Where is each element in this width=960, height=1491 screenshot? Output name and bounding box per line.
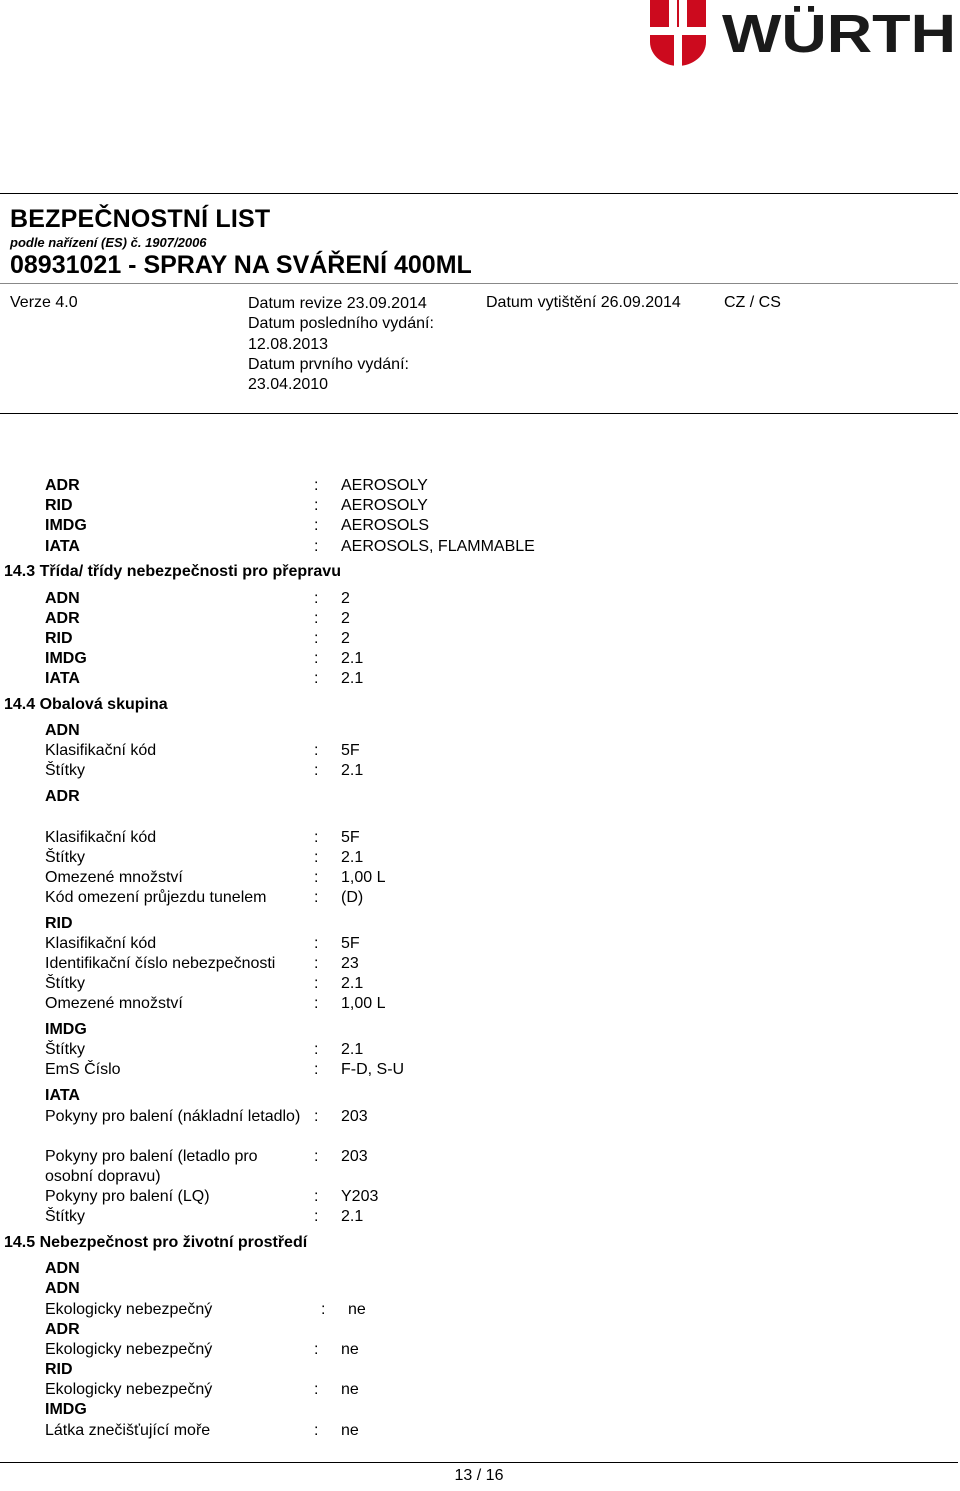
row-value: 1,00 L xyxy=(341,869,386,886)
colon: : xyxy=(314,590,319,607)
header-rule-2 xyxy=(0,283,958,284)
colon: : xyxy=(321,1301,326,1318)
row-label: Ekologicky nebezpečný xyxy=(45,1341,213,1358)
row-value: 2.1 xyxy=(341,762,364,779)
colon: : xyxy=(314,1341,319,1358)
row-label: Klasifikační kód xyxy=(45,829,157,846)
row-label: Látka znečišťující moře xyxy=(45,1422,211,1439)
colon: : xyxy=(314,650,319,667)
row-label: Štítky xyxy=(45,1208,86,1225)
colon: : xyxy=(314,869,319,886)
row-label: Štítky xyxy=(45,849,86,866)
name-value: AEROSOLS xyxy=(341,517,430,534)
name-value: AEROSOLY xyxy=(341,477,428,494)
rid-subheading: RID xyxy=(45,1361,73,1378)
class-label: ADR xyxy=(45,610,80,627)
name-value: AEROSOLY xyxy=(341,497,428,514)
version: Verze 4.0 xyxy=(10,294,78,311)
row-value: ne xyxy=(341,1422,359,1439)
row-label: Omezené množství xyxy=(45,995,183,1012)
colon: : xyxy=(314,1061,319,1078)
name-value: AEROSOLS, FLAMMABLE xyxy=(341,538,535,555)
imdg-subheading: IMDG xyxy=(45,1401,87,1418)
adn-subheading: ADN xyxy=(45,722,80,739)
class-value: 2 xyxy=(341,630,350,647)
row-label: Pokyny pro balení (LQ) xyxy=(45,1188,210,1205)
colon: : xyxy=(314,849,319,866)
revision-date: Datum revize 23.09.2014 xyxy=(248,295,427,312)
row-value: 23 xyxy=(341,955,359,972)
header-bottom-rule xyxy=(0,413,958,414)
last-issue-date: 12.08.2013 xyxy=(248,335,329,353)
colon: : xyxy=(314,610,319,627)
row-value: ne xyxy=(341,1341,359,1358)
row-value: 1,00 L xyxy=(341,995,386,1012)
footer-rule xyxy=(0,1462,958,1463)
first-issue-label: Datum prvního vydání: xyxy=(248,355,409,373)
class-value: 2.1 xyxy=(341,670,364,687)
class-value: 2.1 xyxy=(341,650,364,667)
row-label: Štítky xyxy=(45,1041,86,1058)
colon: : xyxy=(314,829,319,846)
name-label: IMDG xyxy=(45,517,87,534)
colon: : xyxy=(314,1208,319,1225)
class-value: 2 xyxy=(341,590,350,607)
class-label: IATA xyxy=(45,670,80,687)
regulation-reference: podle nařízení (ES) č. 1907/2006 xyxy=(10,235,207,250)
row-label: Klasifikační kód xyxy=(45,742,157,759)
row-value: 2.1 xyxy=(341,1208,364,1225)
page-number: 13 / 16 xyxy=(454,1467,504,1484)
colon: : xyxy=(314,889,319,906)
adn-subheading: ADN xyxy=(45,1280,80,1297)
row-label: Štítky xyxy=(45,975,86,992)
row-label: Klasifikační kód xyxy=(45,935,157,952)
logo-emblem xyxy=(650,0,706,66)
adr-subheading: ADR xyxy=(45,1321,80,1338)
imdg-subheading: IMDG xyxy=(45,1021,87,1038)
row-value: Y203 xyxy=(341,1188,379,1205)
name-label: RID xyxy=(45,497,73,514)
row-label: Identifikační číslo nebezpečnosti xyxy=(45,955,276,972)
section-14-3-heading: 14.3 Třída/ třídy nebezpečnosti pro přepravu xyxy=(4,563,341,580)
last-issue-label: Datum posledního vydání: xyxy=(248,315,434,333)
locale: CZ / CS xyxy=(724,294,781,311)
colon: : xyxy=(314,742,319,759)
section-14-4-heading: 14.4 Obalová skupina xyxy=(4,696,168,713)
adr-subheading: ADR xyxy=(45,788,80,805)
section-14-5-heading: 14.5 Nebezpečnost pro životní prostředí xyxy=(4,1234,308,1251)
class-label: RID xyxy=(45,630,73,647)
colon: : xyxy=(314,955,319,972)
row-value: (D) xyxy=(341,889,364,906)
colon: : xyxy=(314,630,319,647)
row-value: 203 xyxy=(341,1148,368,1165)
row-label: Ekologicky nebezpečný xyxy=(45,1301,213,1318)
colon: : xyxy=(314,1108,319,1125)
row-label: Omezené množství xyxy=(45,869,183,886)
colon: : xyxy=(314,935,319,952)
colon: : xyxy=(314,497,319,514)
row-value: 5F xyxy=(341,935,360,952)
colon: : xyxy=(314,1381,319,1398)
colon: : xyxy=(314,517,319,534)
class-value: 2 xyxy=(341,610,350,627)
product-name: 08931021 - SPRAY NA SVÁŘENÍ 400ML xyxy=(10,251,472,279)
row-label: Pokyny pro balení (nákladní letadlo) xyxy=(45,1108,301,1125)
row-value: ne xyxy=(348,1301,366,1318)
row-label: Ekologicky nebezpečný xyxy=(45,1381,213,1398)
row-value: 5F xyxy=(341,829,360,846)
first-issue-date: 23.04.2010 xyxy=(248,376,329,394)
iata-subheading: IATA xyxy=(45,1087,80,1104)
colon: : xyxy=(314,538,319,555)
logo-wordmark: WÜRTH xyxy=(722,4,956,64)
document-title: BEZPEČNOSTNÍ LIST xyxy=(10,205,271,233)
row-value: 203 xyxy=(341,1108,368,1125)
row-value: 5F xyxy=(341,742,360,759)
colon: : xyxy=(314,1188,319,1205)
colon: : xyxy=(314,975,319,992)
name-label: IATA xyxy=(45,538,80,555)
adn-subheading: ADN xyxy=(45,1260,80,1277)
row-value: ne xyxy=(341,1381,359,1398)
colon: : xyxy=(314,670,319,687)
colon: : xyxy=(314,1041,319,1058)
rid-subheading: RID xyxy=(45,915,73,932)
header-top-rule xyxy=(0,193,958,194)
colon: : xyxy=(314,995,319,1012)
row-value: 2.1 xyxy=(341,1041,364,1058)
row-label: Štítky xyxy=(45,762,86,779)
wurth-logo xyxy=(646,0,960,70)
print-date: Datum vytištění 26.09.2014 xyxy=(486,294,681,311)
row-value: 2.1 xyxy=(341,849,364,866)
row-label: Pokyny pro balení (letadlo pro osobní dopravu) xyxy=(45,1148,258,1185)
row-value: 2.1 xyxy=(341,975,364,992)
row-label: EmS Číslo xyxy=(45,1061,121,1078)
colon: : xyxy=(314,477,319,494)
colon: : xyxy=(314,1422,319,1439)
revision-dates xyxy=(248,294,434,395)
class-label: ADN xyxy=(45,590,80,607)
row-label: Kód omezení průjezdu tunelem xyxy=(45,889,267,906)
colon: : xyxy=(314,762,319,779)
name-label: ADR xyxy=(45,477,80,494)
class-label: IMDG xyxy=(45,650,87,667)
colon: : xyxy=(314,1148,319,1165)
row-value: F-D, S-U xyxy=(341,1061,405,1078)
